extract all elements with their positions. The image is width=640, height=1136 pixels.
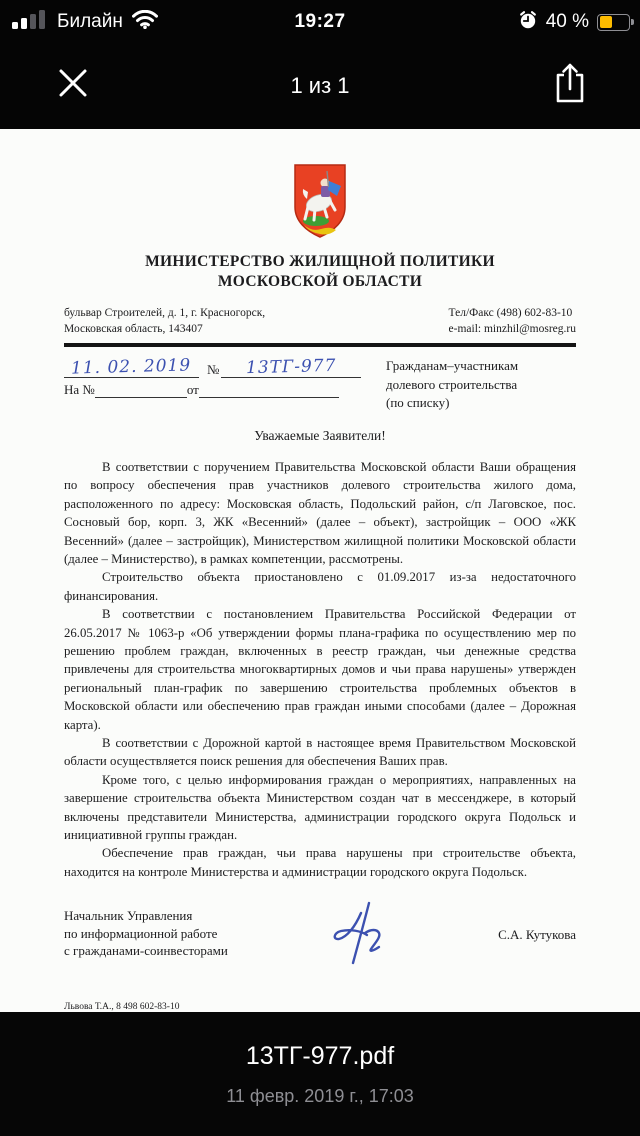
email-line: e-mail: minzhil@mosreg.ru [448,322,576,335]
letter-paragraph: Кроме того, с целью информирования граждан о мероприятиях, направленных на завершение строительства объекта Министерством создан чат в мессенджере, в который включены представители Министерства, администрации городского округа Подольск и инициативной группы граждан. [64,772,576,842]
signatory-position-line3: с гражданами-соинвесторами [64,943,228,959]
close-icon [56,66,90,105]
incoming-date-label: от [186,382,199,398]
letter-paragraph: Обеспечение прав граждан, чьи права нарушены при строительстве объекта, находится на контроле Министерства и администрации городского округа Подольск. [64,846,576,879]
status-bar [0,0,640,44]
clock-label: 19:27 [294,11,346,32]
letterhead-rule [64,343,576,347]
share-button[interactable] [548,60,592,110]
battery-fill [600,16,612,28]
letterhead-contacts [64,306,576,337]
battery-icon [597,14,630,31]
close-button[interactable] [52,64,94,106]
signatory-position-line1: Начальник Управления [64,908,193,924]
share-icon [553,62,587,109]
file-date: 11 февр. 2019 г., 17:03 [226,1086,414,1106]
addressee-block [386,357,576,412]
salutation: Уважаемые Заявители! [254,427,386,443]
addressee-line2: долевого строительства [386,376,518,392]
battery-percent-label: 40 % [545,11,589,32]
executor-contact: Львова Т.А., 8 498 602-83-10 [64,1002,180,1012]
signature-block [64,907,576,972]
moscow-oblast-coat-of-arms [292,163,348,244]
file-info-bar [0,1012,640,1136]
viewer-toolbar [0,44,640,128]
handwritten-signature [325,901,405,972]
postal-address-line1: бульвар Строителей, д. 1, г. Красногорск, [64,307,266,320]
addressee-line3: (по списку) [386,394,450,410]
file-name: 13ТГ-977.pdf [245,1042,395,1070]
handwritten-outgoing-number: 13ТГ-977 [245,356,337,379]
carrier-label: Билайн [57,11,123,32]
incoming-date-blank [199,397,339,398]
phone-fax-line: Тел/Факс (498) 602-83-10 [448,307,573,320]
pdf-page[interactable] [0,129,640,1012]
handwritten-date: 11. 02. 2019 [71,355,192,379]
number-sign-label: № [207,362,220,378]
letter-paragraph: В соответствии с Дорожной картой в настоящее время Правительством Московской области осуществляется поиск решения для обеспечения Ваших прав. [64,735,576,769]
ministry-title [64,252,576,292]
signatory-position-line2: по информационной работе [64,925,218,941]
ministry-title-line2: МОСКОВСКОЙ ОБЛАСТИ [217,273,423,291]
postal-address-line2: Московская область, 143407 [64,322,203,335]
incoming-ref-blank [95,397,187,398]
page-indicator: 1 из 1 [290,73,350,98]
letter-body [64,458,576,881]
signatory-name: С.А. Кутукова [498,927,576,943]
letter-paragraph: Строительство объекта приостановлено с 01.09.2017 из-за недостаточного финансирования. [64,570,576,603]
letter-paragraph: В соответствии с постановлением Правительства Российской Федерации от 26.05.2017 № 1063-р «Об утверждении формы плана-графика по осуществлению мер по решению проблем граждан, включенных в реестр граждан, чьи денежные средства привлечены для строительства многоквартирных домов и чьи права нарушены» утвержден региональный план-график по завершению строительства проблемных объектов в Московской области или обеспечению прав граждан иными способами (далее – Дорожная карта). [64,607,576,732]
alarm-icon [518,10,538,35]
ministry-title-line1: МИНИСТЕРСТВО ЖИЛИЩНОЙ ПОЛИТИКИ [145,253,495,270]
battery-nub [631,19,634,25]
letter-paragraph: В соответствии с поручением Правительства Московской области Ваши обращения по вопросу обеспечения прав участников долевого строительства жилого дома, расположенного по адресу: Московская область, Подольский район, с/п Лаговское, пос. Сосновый бор, корп. 3, ЖК «Весенний» (далее – объект), застройщик – ООО «ЖК Весенний» (далее – застройщик), Министерством жилищной политики Московской области (далее – Министерство), в рамках компетенции, рассмотрены. [64,459,576,566]
requisites-block [64,357,576,412]
incoming-ref-label: На № [64,382,95,398]
addressee-line1: Гражданам–участникам [386,358,519,374]
